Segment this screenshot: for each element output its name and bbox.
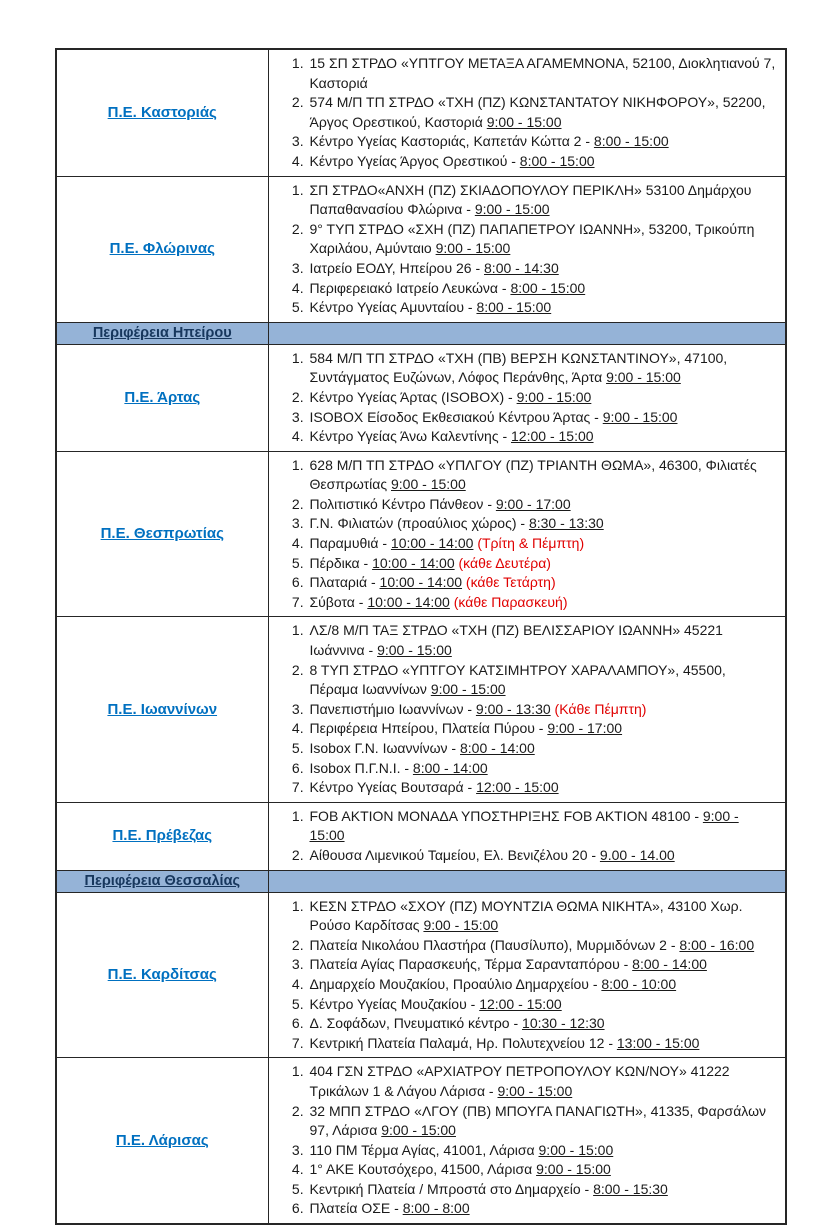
region-link[interactable]: Π.Ε. Καστοριάς bbox=[107, 103, 217, 121]
location-day-note: (κάθε Δευτέρα) bbox=[454, 554, 551, 571]
locations-cell bbox=[268, 176, 786, 322]
location-text: Isobox Π.Γ.Ν.Ι. - bbox=[309, 759, 413, 776]
region-cell bbox=[56, 176, 268, 322]
location-item bbox=[308, 573, 778, 593]
location-hours: 12:00 - 15:00 bbox=[511, 428, 594, 445]
location-text: 9° ΤΥΠ ΣΤΡΔΟ «ΣΧΗ (ΠΖ) ΠΑΠΑΠΕΤΡΟΥ ΙΩΑΝΝΗ», 53200, Τρικούπη Χαριλάου, Αμύνταιο bbox=[309, 220, 755, 257]
region-row bbox=[56, 1058, 786, 1224]
location-hours: 9:00 - 15:00 bbox=[497, 1082, 573, 1099]
location-text: Πέρδικα - bbox=[309, 554, 373, 571]
location-item bbox=[308, 427, 778, 447]
location-hours: 9:00 - 15:00 bbox=[423, 917, 499, 934]
location-day-note: (Τρίτη & Πέμπτη) bbox=[473, 535, 585, 552]
location-item bbox=[308, 1180, 778, 1200]
location-item bbox=[308, 1034, 778, 1054]
location-hours: 9:00 - 15:00 bbox=[538, 1141, 614, 1158]
location-hours: 9:00 - 15:00 bbox=[606, 369, 681, 386]
region-link[interactable]: Π.Ε. Άρτας bbox=[124, 388, 201, 406]
location-text: Isobox Γ.Ν. Ιωαννίνων - bbox=[309, 740, 460, 756]
region-link[interactable]: Π.Ε. Θεσπρωτίας bbox=[100, 525, 224, 543]
location-item bbox=[308, 1141, 778, 1161]
location-item bbox=[308, 132, 778, 152]
location-text: 32 ΜΠΠ ΣΤΡΔΟ «ΛΓΟΥ (ΠΒ) ΜΠΟΥΓΑ ΠΑΝΑΓΙΩΤΗ», 41335, Φαρσάλων 97, Λάρισα bbox=[309, 1102, 767, 1139]
location-item bbox=[308, 554, 778, 574]
location-text: 8 ΤΥΠ ΣΤΡΔΟ «ΥΠΤΓΟΥ ΚΑΤΣΙΜΗΤΡΟΥ ΧΑΡΑΛΑΜΠΟΥ», 45500, Πέραμα Ιωαννίνων bbox=[309, 661, 726, 698]
region-row bbox=[56, 344, 786, 451]
region-cell bbox=[56, 892, 268, 1058]
location-item bbox=[308, 279, 778, 299]
location-text: Γ.Ν. Φιλιατών (προαύλιος χώρος) - bbox=[309, 515, 529, 532]
section-header-row bbox=[56, 870, 786, 892]
location-item bbox=[308, 593, 778, 613]
region-row bbox=[56, 49, 786, 176]
location-hours: 8:00 - 8:00 bbox=[402, 1200, 470, 1217]
region-row bbox=[56, 617, 786, 802]
location-text: Κέντρο Υγείας Άνω Καλεντίνης - bbox=[309, 428, 512, 445]
location-item bbox=[308, 995, 778, 1015]
locations-cell bbox=[268, 451, 786, 617]
location-hours: 9:00 - 13:30 bbox=[475, 700, 551, 717]
location-item bbox=[308, 936, 778, 956]
location-hours: 13:00 - 15:00 bbox=[616, 1034, 700, 1051]
location-hours: 9:00 - 17:00 bbox=[547, 720, 623, 737]
location-text: 110 ΠΜ Τέρμα Αγίας, 41001, Λάρισα bbox=[309, 1141, 539, 1158]
location-text: ΣΠ ΣΤΡΔΟ«ΑΝΧΗ (ΠΖ) ΣΚΙΑΔΟΠΟΥΛΟΥ ΠΕΡΙΚΛΗ» 53100 Δημάρχου Παπαθανασίου Φλώρινα - bbox=[309, 181, 752, 218]
location-item bbox=[308, 661, 778, 700]
location-text: Δ. Σοφάδων, Πνευματικό κέντρο - bbox=[309, 1015, 523, 1032]
location-hours: 8:00 - 15:30 bbox=[593, 1180, 668, 1197]
location-hours: 9:00 - 17:00 bbox=[495, 495, 571, 512]
locations-cell bbox=[268, 802, 786, 870]
location-hours: 10:00 - 14:00 bbox=[379, 574, 463, 591]
section-header-empty-cell bbox=[268, 870, 786, 892]
location-text: Κέντρο Υγείας Καστοριάς, Καπετάν Κώττα 2 - bbox=[309, 133, 594, 150]
location-hours: 10:00 - 14:00 bbox=[390, 535, 474, 552]
region-link[interactable]: Π.Ε. Ιωαννίνων bbox=[107, 700, 218, 718]
location-text: Κέντρο Υγείας Μουζακίου - bbox=[309, 995, 480, 1012]
location-text: Κεντρική Πλατεία / Μπροστά στο Δημαρχείο - bbox=[309, 1180, 594, 1197]
location-text: 404 ΓΣΝ ΣΤΡΔΟ «ΑΡΧΙΑΤΡΟΥ ΠΕΤΡΟΠΟΥΛΟΥ ΚΩΝ/ΝΟΥ» 41222 Τρικάλων 1 & Λάγου Λάρισα - bbox=[309, 1063, 730, 1099]
locations-cell bbox=[268, 892, 786, 1058]
location-hours: 9:00 - 15:00 bbox=[381, 1122, 456, 1139]
region-row bbox=[56, 176, 786, 322]
location-text: Πολιτιστικό Κέντρο Πάνθεον - bbox=[309, 495, 496, 512]
location-hours: 12:00 - 15:00 bbox=[479, 995, 562, 1012]
section-header-cell bbox=[56, 322, 268, 344]
location-hours: 8:00 - 15:00 bbox=[593, 133, 669, 150]
location-item bbox=[308, 388, 778, 408]
location-hours: 10:00 - 14:00 bbox=[372, 554, 455, 571]
location-text: Πλατεία Αγίας Παρασκευής, Τέρμα Σαρανταπόρου - bbox=[309, 956, 633, 973]
location-hours: 8:00 - 14:00 bbox=[460, 740, 535, 756]
locations-list bbox=[269, 181, 778, 318]
section-header-label: Περιφέρεια Θεσσαλίας bbox=[84, 873, 241, 890]
locations-list bbox=[269, 807, 778, 866]
location-item bbox=[308, 739, 778, 759]
location-hours: 9:00 - 15:00 bbox=[536, 1161, 611, 1178]
location-day-note: (Κάθε Πέμπτη) bbox=[550, 700, 647, 717]
location-item bbox=[308, 408, 778, 428]
region-cell bbox=[56, 451, 268, 617]
location-item bbox=[308, 807, 778, 846]
locations-list bbox=[269, 349, 778, 447]
location-item bbox=[308, 700, 778, 720]
location-item bbox=[308, 1062, 778, 1101]
locations-cell bbox=[268, 1058, 786, 1224]
section-header-cell bbox=[56, 870, 268, 892]
region-row bbox=[56, 451, 786, 617]
location-text: 574 Μ/Π ΤΠ ΣΤΡΔΟ «ΤΧΗ (ΠΖ) ΚΩΝΣΤΑΝΤΑΤΟΥ ΝΙΚΗΦΟΡΟΥ», 52200, Άργος Ορεστικού, Καστοριά bbox=[309, 94, 766, 130]
region-cell bbox=[56, 1058, 268, 1224]
locations-list bbox=[269, 54, 778, 172]
location-hours: 12:00 - 15:00 bbox=[476, 779, 559, 796]
location-text: Πλαταριά - bbox=[309, 574, 380, 591]
section-header-row bbox=[56, 322, 786, 344]
location-hours: 8:00 - 15:00 bbox=[519, 152, 595, 169]
section-header-label: Περιφέρεια Ηπείρου bbox=[92, 325, 232, 342]
location-text: Σύβοτα - bbox=[309, 593, 368, 610]
locations-list bbox=[269, 621, 778, 797]
location-text: Περιφερειακό Ιατρείο Λευκώνα - bbox=[309, 279, 511, 296]
location-item bbox=[308, 349, 778, 388]
location-item bbox=[308, 1160, 778, 1180]
location-hours: 9:00 - 15:00 bbox=[309, 807, 739, 844]
location-day-note: (κάθε Παρασκευή) bbox=[449, 593, 568, 610]
location-hours: 8:00 - 15:00 bbox=[510, 279, 586, 296]
location-item bbox=[308, 719, 778, 739]
location-item bbox=[308, 534, 778, 554]
location-item bbox=[308, 93, 778, 132]
location-hours: 8:30 - 13:30 bbox=[528, 515, 604, 532]
location-item bbox=[308, 759, 778, 779]
location-item bbox=[308, 1014, 778, 1034]
location-item bbox=[308, 955, 778, 975]
location-text: Πανεπιστήμιο Ιωαννίνων - bbox=[309, 700, 476, 717]
locations-cell bbox=[268, 344, 786, 451]
region-link[interactable]: Π.Ε. Λάρισας bbox=[115, 1131, 209, 1149]
location-hours: 9:00 - 15:00 bbox=[474, 201, 550, 218]
location-item bbox=[308, 1102, 778, 1141]
location-hours: 9:00 - 15:00 bbox=[602, 408, 678, 425]
location-item bbox=[308, 514, 778, 534]
location-hours: 9:00 - 15:00 bbox=[430, 681, 506, 698]
location-item bbox=[308, 456, 778, 495]
location-hours: 9:00 - 15:00 bbox=[391, 476, 466, 493]
locations-list bbox=[269, 897, 778, 1054]
location-item bbox=[308, 846, 778, 866]
location-hours: 9:00 - 15:00 bbox=[377, 642, 452, 659]
location-text: ΚΕΣΝ ΣΤΡΔΟ «ΣΧΟΥ (ΠΖ) ΜΟΥΝΤΖΙΑ ΘΩΜΑ ΝΙΚΗΤΑ», 43100 Χωρ. Ρούσο Καρδίτσας bbox=[309, 897, 743, 934]
location-hours: 8:00 - 14:30 bbox=[484, 259, 559, 276]
region-link[interactable]: Π.Ε. Φλώρινας bbox=[109, 240, 215, 258]
location-hours: 8:00 - 15:00 bbox=[476, 299, 552, 316]
location-hours: 9:00 - 15:00 bbox=[516, 388, 592, 405]
locations-cell bbox=[268, 49, 786, 176]
location-day-note: (κάθε Τετάρτη) bbox=[462, 574, 556, 591]
location-hours: 8:00 - 14:00 bbox=[632, 956, 707, 973]
location-text: Κεντρική Πλατεία Παλαμά, Ηρ. Πολυτεχνείου 12 - bbox=[309, 1034, 617, 1051]
location-text: Κέντρο Υγείας Άρτας (ISOBOX) - bbox=[309, 388, 517, 405]
location-item bbox=[308, 298, 778, 318]
location-text: ISOBOX Είσοδος Εκθεσιακού Κέντρου Άρτας - bbox=[309, 408, 603, 425]
location-text: Ιατρείο ΕΟΔΥ, Ηπείρου 26 - bbox=[309, 259, 485, 276]
location-item bbox=[308, 181, 778, 220]
location-text: Κέντρο Υγείας Βουτσαρά - bbox=[309, 779, 477, 796]
location-text: Περιφέρεια Ηπείρου, Πλατεία Πύρου - bbox=[309, 720, 548, 737]
region-cell bbox=[56, 617, 268, 802]
location-text: 1° ΑΚΕ Κουτσόχερο, 41500, Λάρισα bbox=[309, 1161, 537, 1178]
region-cell bbox=[56, 802, 268, 870]
region-cell bbox=[56, 49, 268, 176]
location-hours: 8:00 - 14:00 bbox=[412, 759, 488, 776]
location-item bbox=[308, 152, 778, 172]
location-item bbox=[308, 259, 778, 279]
location-text: FOB AKTION ΜΟΝΑΔΑ ΥΠΟΣΤΗΡΙΞΗΣ FOB AKTION 48100 - bbox=[309, 807, 703, 824]
location-hours: 9.00 - 14.00 bbox=[599, 846, 675, 863]
location-text: Κέντρο Υγείας Άργος Ορεστικού - bbox=[309, 152, 520, 169]
location-text: 628 Μ/Π ΤΠ ΣΤΡΔΟ «ΥΠΛΓΟΥ (ΠΖ) ΤΡΙΑΝΤΗ ΘΩΜΑ», 46300, Φιλιατές Θεσπρωτίας bbox=[309, 456, 757, 493]
location-item bbox=[308, 621, 778, 660]
location-item bbox=[308, 1199, 778, 1219]
location-text: Πλατεία ΟΣΕ - bbox=[309, 1200, 403, 1217]
location-hours: 10:30 - 12:30 bbox=[522, 1015, 605, 1032]
region-link[interactable]: Π.Ε. Πρέβεζας bbox=[112, 827, 213, 845]
location-text: Κέντρο Υγείας Αμυνταίου - bbox=[309, 299, 477, 316]
location-hours: 8:00 - 16:00 bbox=[679, 936, 755, 953]
location-text: Αίθουσα Λιμενικού Ταμείου, Ελ. Βενιζέλου 20 - bbox=[309, 846, 600, 863]
location-item bbox=[308, 220, 778, 259]
location-hours: 9:00 - 15:00 bbox=[486, 113, 562, 130]
location-hours: 9:00 - 15:00 bbox=[435, 240, 511, 257]
location-hours: 8:00 - 10:00 bbox=[601, 975, 677, 992]
location-text: Δημαρχείο Μουζακίου, Προαύλιο Δημαρχείου - bbox=[309, 975, 602, 992]
locations-list bbox=[269, 456, 778, 613]
region-link[interactable]: Π.Ε. Καρδίτσας bbox=[107, 965, 217, 983]
locations-cell bbox=[268, 617, 786, 802]
locations-list bbox=[269, 1062, 778, 1219]
location-item bbox=[308, 778, 778, 798]
table-body bbox=[56, 49, 786, 1224]
location-item bbox=[308, 495, 778, 515]
vaccination-points-table bbox=[55, 48, 787, 1225]
location-item bbox=[308, 975, 778, 995]
region-cell bbox=[56, 344, 268, 451]
location-text: ΛΣ/8 Μ/Π ΤΑΞ ΣΤΡΔΟ «ΤΧΗ (ΠΖ) ΒΕΛΙΣΣΑΡΙΟΥ ΙΩΑΝΝΗ» 45221 Ιωάννινα - bbox=[309, 622, 723, 659]
region-row bbox=[56, 892, 786, 1058]
location-text: Παραμυθιά - bbox=[309, 535, 391, 552]
location-text: Πλατεία Νικολάου Πλαστήρα (Παυσίλυπο), Μυρμιδόνων 2 - bbox=[309, 936, 680, 953]
section-header-empty-cell bbox=[268, 322, 786, 344]
location-item bbox=[308, 54, 778, 93]
region-row bbox=[56, 802, 786, 870]
location-item bbox=[308, 897, 778, 936]
location-text: 15 ΣΠ ΣΤΡΔΟ «ΥΠΤΓΟΥ ΜΕΤΑΞΑ ΑΓΑΜΕΜΝΟΝΑ, 52100, Διοκλητιανού 7, Καστοριά bbox=[309, 55, 776, 91]
location-hours: 10:00 - 14:00 bbox=[367, 593, 450, 610]
location-text: 584 Μ/Π ΤΠ ΣΤΡΔΟ «ΤΧΗ (ΠΒ) ΒΕΡΣΗ ΚΩΝΣΤΑΝΤΙΝΟΥ», 47100, Συντάγματος Ευζώνων, Λόφος Περάνθης, Άρτα bbox=[309, 349, 728, 386]
